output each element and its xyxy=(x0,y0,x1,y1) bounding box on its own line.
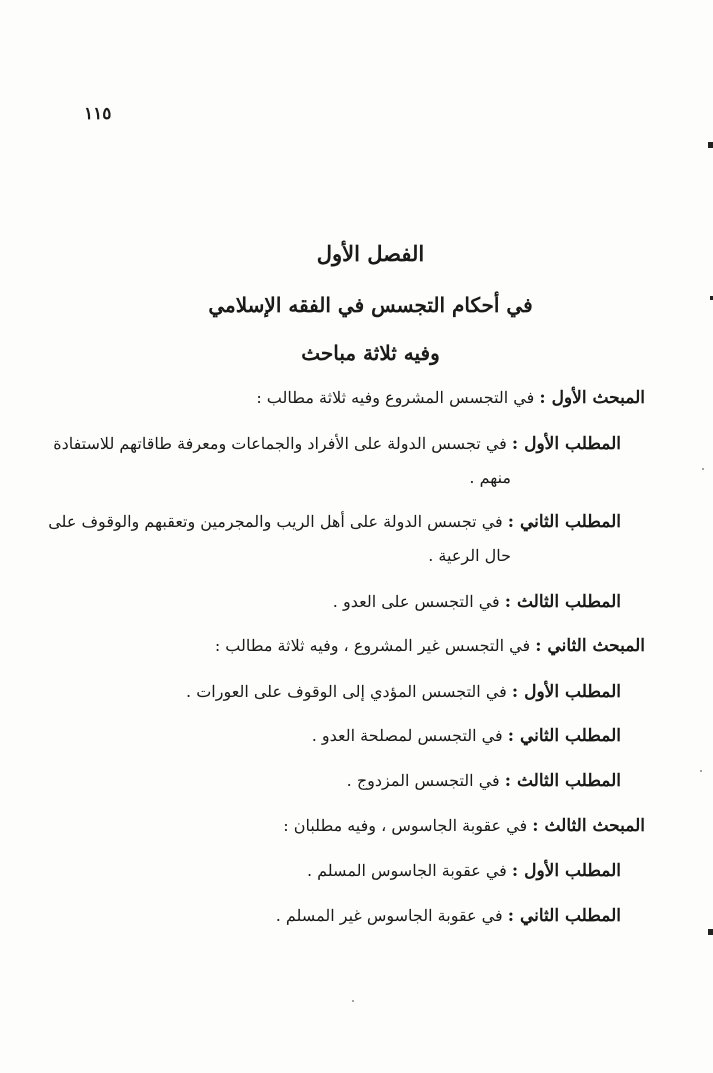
matlab-label: المطلب الأول : xyxy=(511,682,621,702)
chapter-title: الفصل الأول xyxy=(316,241,425,266)
section-text: في التجسس المشروع وفيه ثلاثة مطالب : xyxy=(256,388,535,407)
section-label: المبحث الأول : xyxy=(539,388,645,408)
section-label: المبحث الثاني : xyxy=(535,636,645,656)
matlab-text: في التجسس المزدوج . xyxy=(346,771,500,790)
toc-s1-matlab-2-cont: حال الرعية . xyxy=(428,546,511,565)
scan-speck xyxy=(700,770,702,772)
matlab-text: في تجسس الدولة على أهل الريب والمجرمين وتعقبهم والوقوف على xyxy=(48,512,503,531)
toc-s1-matlab-1-cont: منهم . xyxy=(469,468,511,487)
section-text: في التجسس غير المشروع ، وفيه ثلاثة مطالب : xyxy=(214,636,531,655)
toc-section-2 xyxy=(215,636,645,656)
scan-edge-mark xyxy=(708,142,713,148)
matlab-label: المطلب الأول : xyxy=(511,861,621,881)
matlab-text: في التجسس لمصلحة العدو . xyxy=(311,726,503,745)
matlab-label: المطلب الثالث : xyxy=(504,771,621,791)
section-text: في عقوبة الجاسوس ، وفيه مطلبان : xyxy=(283,816,528,835)
matlab-text: في عقوبة الجاسوس غير المسلم . xyxy=(275,906,503,925)
toc-s2-matlab-2 xyxy=(312,726,621,746)
matlab-label: المطلب الثالث : xyxy=(504,592,621,612)
toc-section-3 xyxy=(283,816,645,836)
chapter-subtitle-2: وفيه ثلاثة مباحث xyxy=(301,341,440,365)
matlab-label: المطلب الثاني : xyxy=(507,512,621,532)
matlab-text: في عقوبة الجاسوس المسلم . xyxy=(306,861,507,880)
matlab-text: في التجسس المؤدي إلى الوقوف على العورات . xyxy=(186,682,507,701)
toc-s3-matlab-2 xyxy=(276,906,621,926)
section-label: المبحث الثالث : xyxy=(532,816,645,836)
matlab-label: المطلب الثاني : xyxy=(507,726,621,746)
toc-s2-matlab-1 xyxy=(186,682,621,702)
toc-section-1 xyxy=(256,388,645,408)
chapter-subtitle: في أحكام التجسس في الفقه الإسلامي xyxy=(208,293,533,317)
toc-s1-matlab-2 xyxy=(48,512,621,532)
scan-edge-mark xyxy=(708,929,713,935)
toc-s2-matlab-3 xyxy=(347,771,621,791)
scan-speck xyxy=(352,1000,354,1002)
matlab-label: المطلب الثاني : xyxy=(507,906,621,926)
toc-s3-matlab-1 xyxy=(307,861,621,881)
toc-s1-matlab-3 xyxy=(333,592,621,612)
matlab-text: في التجسس على العدو . xyxy=(332,592,500,611)
scan-speck xyxy=(702,468,704,470)
page-number: ١١٥ xyxy=(84,104,112,124)
toc-s1-matlab-1 xyxy=(53,434,621,454)
matlab-label: المطلب الأول : xyxy=(511,434,621,454)
matlab-text: في تجسس الدولة على الأفراد والجماعات ومعرفة طاقاتهم للاستفادة xyxy=(53,434,507,453)
